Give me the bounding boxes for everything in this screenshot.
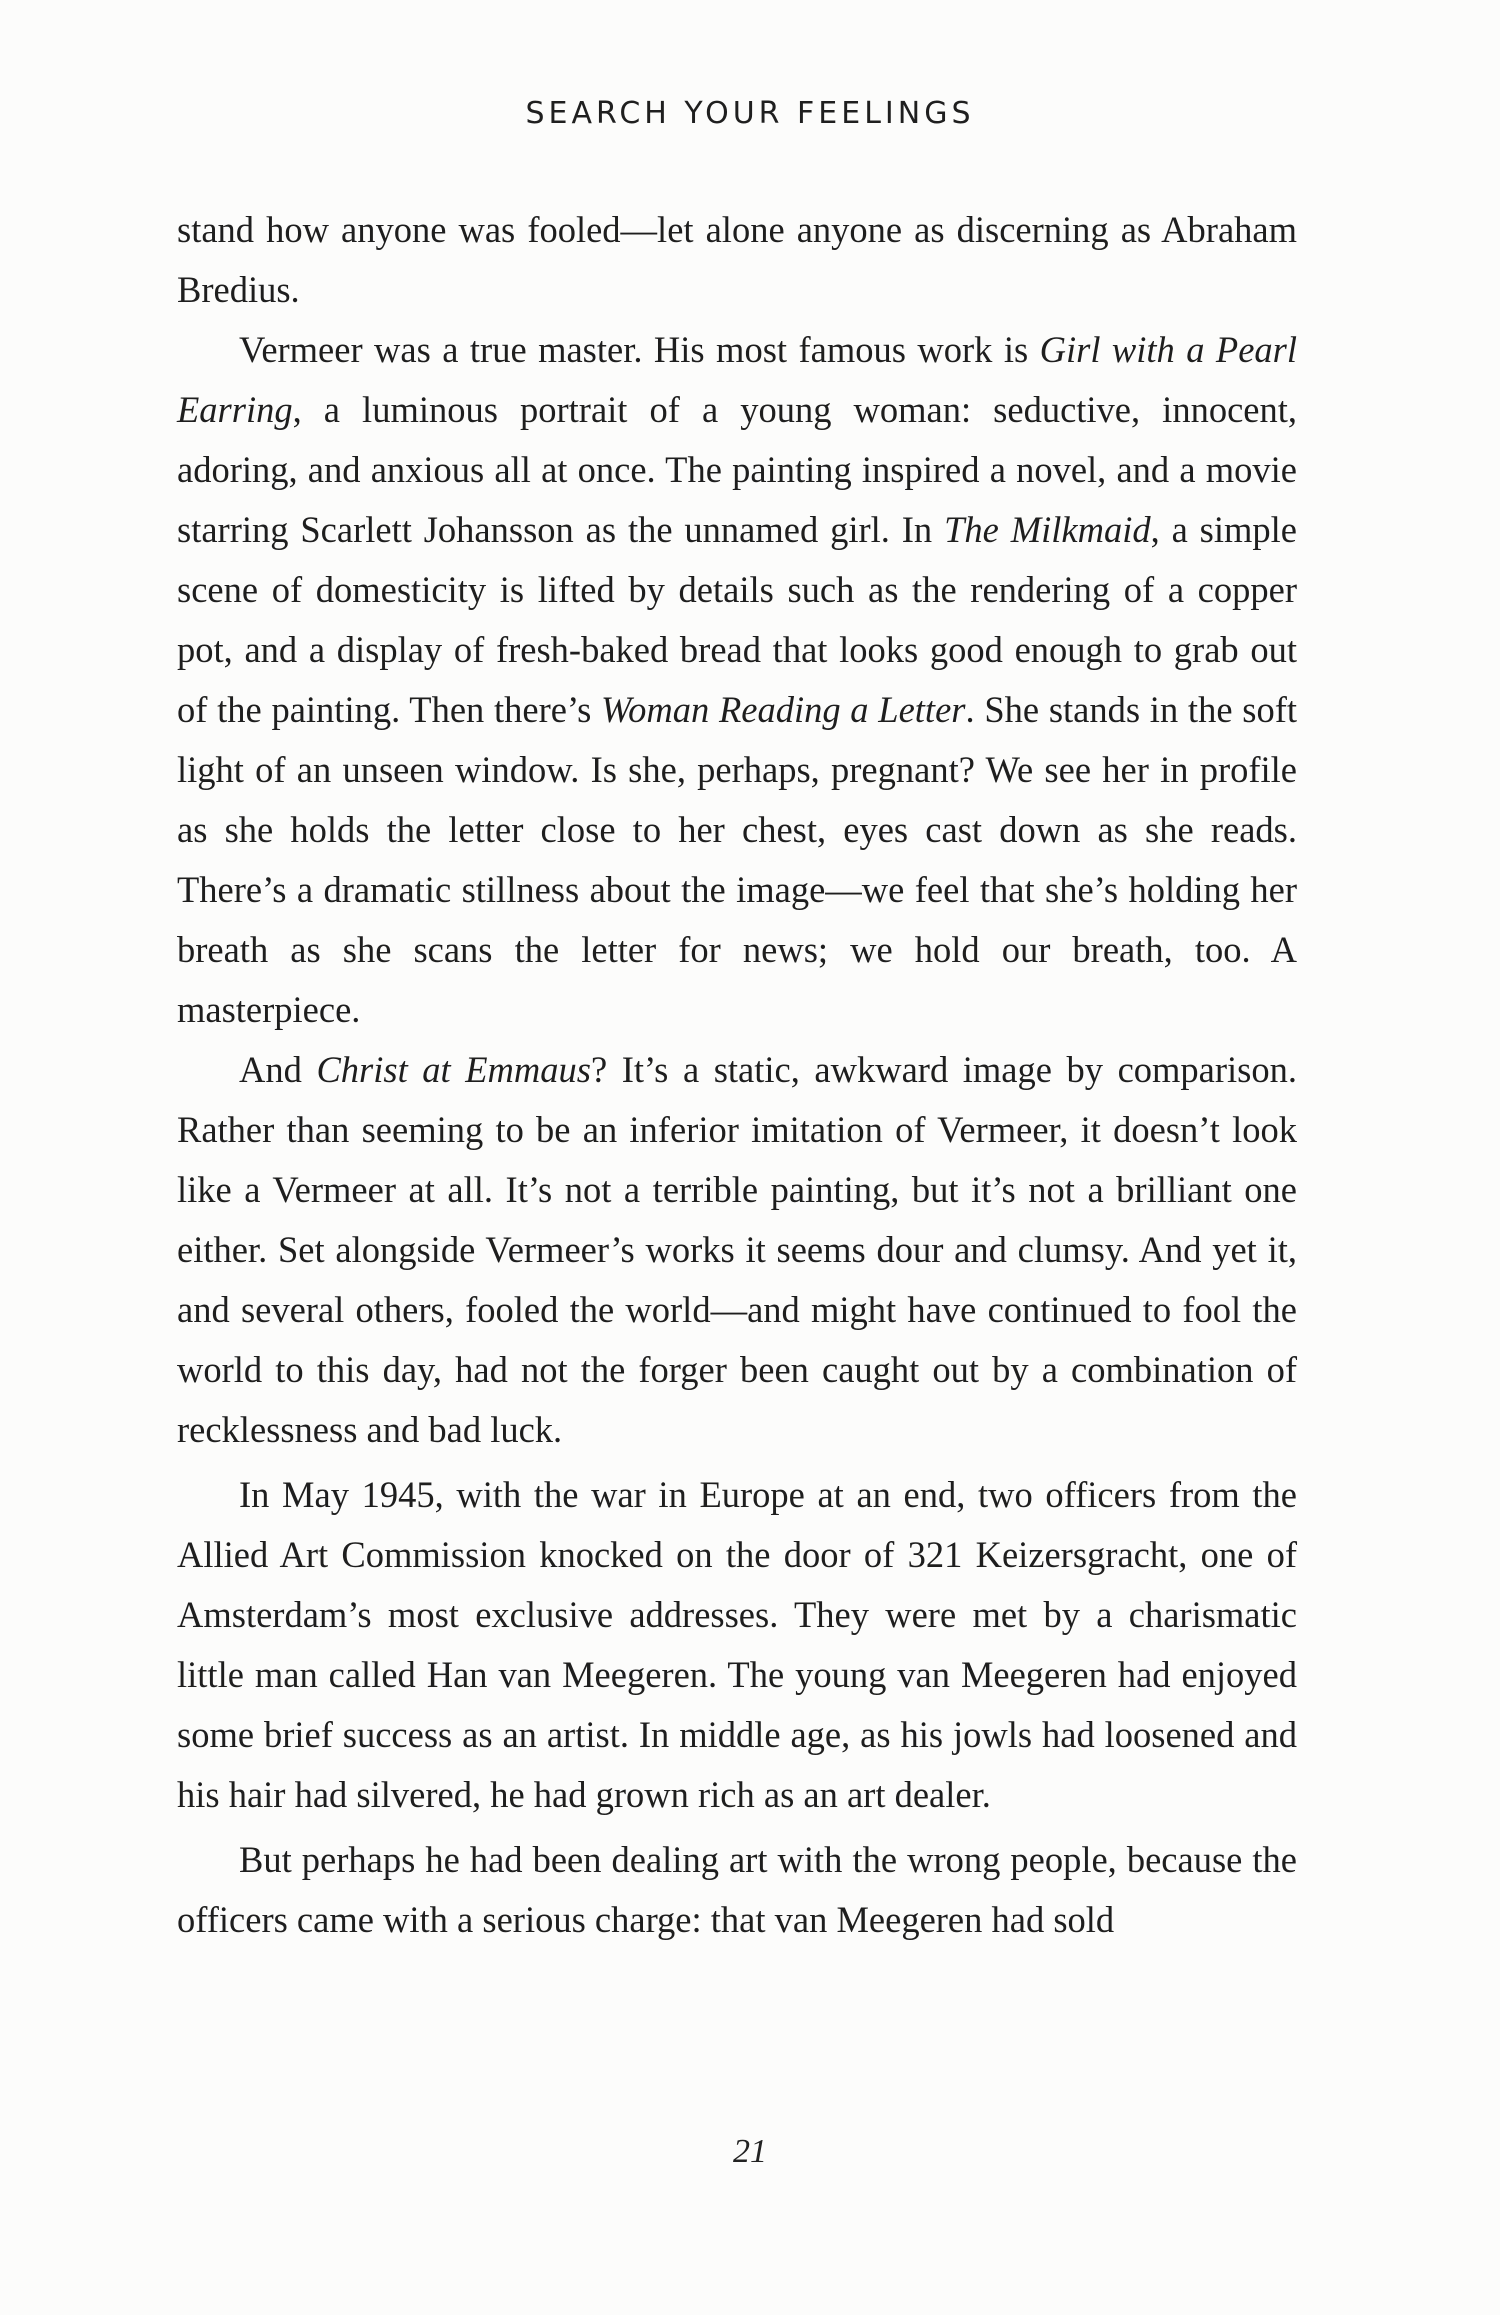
italic-title: Girl with a Pearl Earring [177,329,1297,430]
italic-title: Christ at Emmaus [316,1049,591,1090]
paragraph-5 [177,1830,1297,1950]
text-run: stand how anyone was fooled—let alone anyone as discerning as Abraham Bredius. [177,209,1297,310]
body-text [177,200,1297,1950]
text-run: Vermeer was a true master. His most famous work is [239,329,1040,370]
running-head: SEARCH YOUR FEELINGS [525,96,975,131]
text-run: . She stands in the soft light of an unseen window. Is she, perhaps, pregnant? We see her in profile as she holds the letter close to her chest, eyes cast down as she reads. There’s a dramatic stillness about the image—we feel that she’s holding her breath as she scans the letter for news; we hold our breath, too. A masterpiece. [177,689,1298,1030]
text-run: But perhaps he had been dealing art with the wrong people, because the officers came with a serious charge: that van Meegeren had sold [177,1839,1297,1940]
paragraph-3 [177,1040,1297,1460]
text-run: , a luminous portrait of a young woman: seductive, innocent, adoring, and anxious all at once. The painting inspired a novel, and a movie starring Scarlett Johansson as the unnamed girl. In [177,389,1297,550]
italic-title: The Milkmaid [944,509,1151,550]
text-run: And [239,1049,317,1090]
page-number: 21 [733,2133,767,2170]
paragraph-2 [177,320,1297,1040]
text-run: , a simple scene of domesticity is lifted by details such as the rendering of a copper pot, and a display of fresh-baked bread that looks good enough to grab out of the painting. Then there’s [177,509,1298,730]
paragraph-4 [177,1465,1297,1825]
text-run: In May 1945, with the war in Europe at an end, two officers from the Allied Art Commission knocked on the door of 321 Keizersgracht, one of Amsterdam’s most exclusive addresses. They were met by a charismatic little man called Han van Meegeren. The young van Meegeren had enjoyed some brief success as an artist. In middle age, as his jowls had loosened and his hair had silvered, he had grown rich as an art dealer. [177,1474,1297,1815]
paragraph-1 [177,200,1297,320]
italic-title: Woman Reading a Letter [601,689,966,730]
text-run: ? It’s a static, awkward image by comparison. Rather than seeming to be an inferior imitation of Vermeer, it doesn’t look like a Vermeer at all. It’s not a terrible painting, but it’s not a brilliant one either. Set alongside Vermeer’s works it seems dour and clumsy. And yet it, and several others, fooled the world—and might have continued to fool the world to this day, had not the forger been caught out by a combination of recklessness and bad luck. [177,1049,1297,1450]
